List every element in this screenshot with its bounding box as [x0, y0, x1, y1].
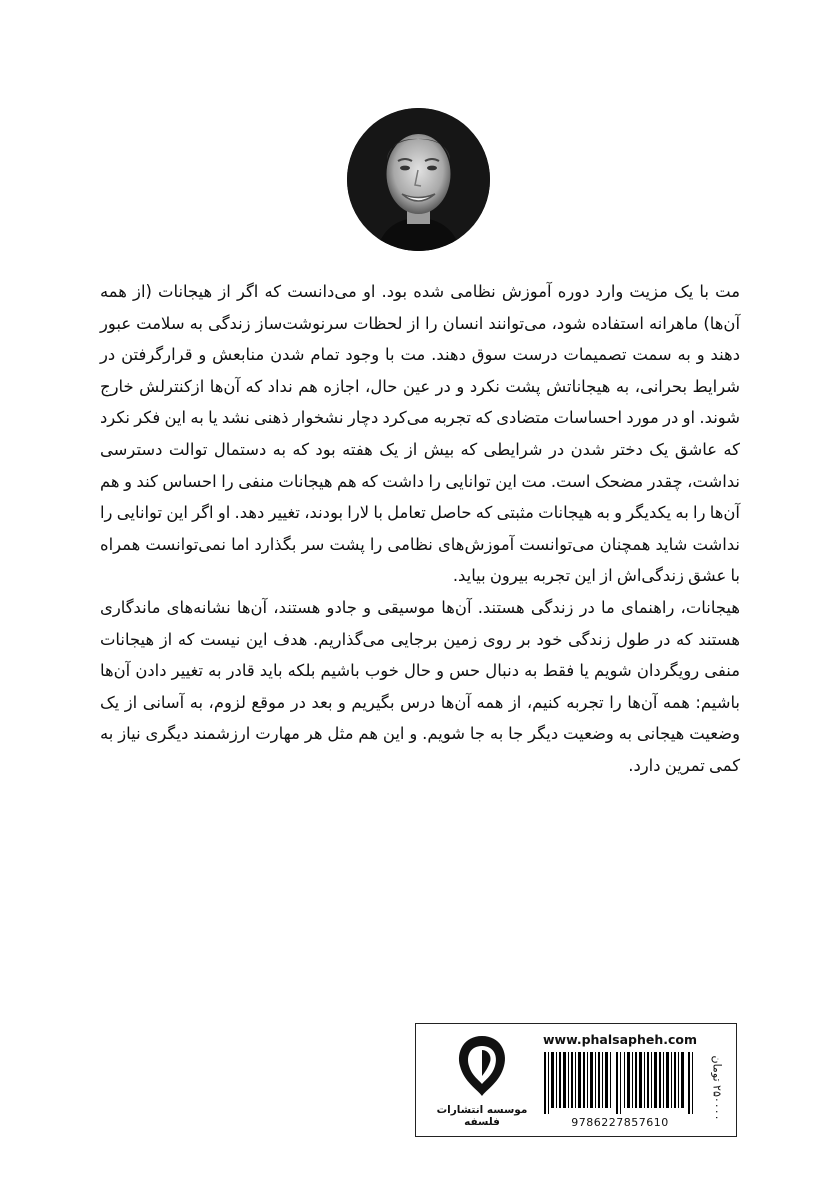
- barcode-icon: [542, 1052, 698, 1114]
- isbn-number: 9786227857610: [571, 1116, 669, 1129]
- author-portrait: [347, 108, 490, 251]
- book-blurb: [100, 276, 740, 782]
- imprint-box: [415, 1023, 737, 1137]
- price-label: [704, 1046, 730, 1130]
- author-portrait-icon: [347, 108, 490, 251]
- publisher-logo-icon: [452, 1030, 512, 1100]
- blurb-paragraph: هیجانات، راهنمای ما در زندگی هستند. آن‌ها موسیقی و جادو هستند، آن‌ها نشانه‌های ماندگاری هستند که در طول زندگی خود بر روی زمین برجایی می‌گذاریم. هدف این نیست که از هیجانات منفی رویگردان شویم یا فقط به دنبال حس و حال خوب باشیم بلکه باید قادر به تغییر دادن آن‌ها باشیم: همه آن‌ها را تجربه کنیم، از همه آن‌ها درس بگیریم و بعد در موقع لزوم، به آسانی از یک وضعیت هیجانی به وضعیت دیگر جا به جا شویم. و این هم مثل هر مهارت ارزشمند دیگری نیاز به کمی تمرین دارد.: [100, 597, 740, 775]
- price-text: ۲۵۰۰۰۰ تومان: [710, 1055, 724, 1121]
- publisher-name: موسسه انتشارات فلسفه: [436, 1104, 528, 1128]
- blurb-paragraph: مت با یک مزیت وارد دوره آموزش نظامی شده بود. او می‌دانست که اگر از هیجانات (از همه آن‌ها) ماهرانه استفاده شود، می‌توانند انسان را از لحظات سرنوشت‌ساز زندگی به سلامت عبور دهند و به سمت تصمیمات درست سوق دهند. مت با وجود تمام شدن منابعش و قرارگرفتن در شرایط بحرانی، به هیجاناتش پشت نکرد و در عین حال، اجازه هم نداد که آن‌ها ازکنترلش خارج شوند. او در مورد احساسات متضادی که تجربه می‌کرد دچار نشخوار ذهنی نشد یا به این فکر نکرد که عاشق یک دختر شدن در شرایطی که بیش از یک هفته بود که به دستمال توالت دسترسی نداشت، چقدر مضحک است. مت این توانایی را داشت که هم هیجانات منفی را احساس کند و هم آن‌ها را به یکدیگر و به هیجانات مثبتی که حاصل تعامل با لارا بودند، تغییر دهد. او اگر این توانایی را نداشت شاید همچنان می‌توانست آموزش‌های نظامی را پشت سر بگذارد اما نمی‌توانست همراه با عشق زندگی‌اش از این تجربه بیرون بیاید.: [100, 282, 740, 586]
- publisher-website: www.phalsapheh.com: [542, 1032, 698, 1047]
